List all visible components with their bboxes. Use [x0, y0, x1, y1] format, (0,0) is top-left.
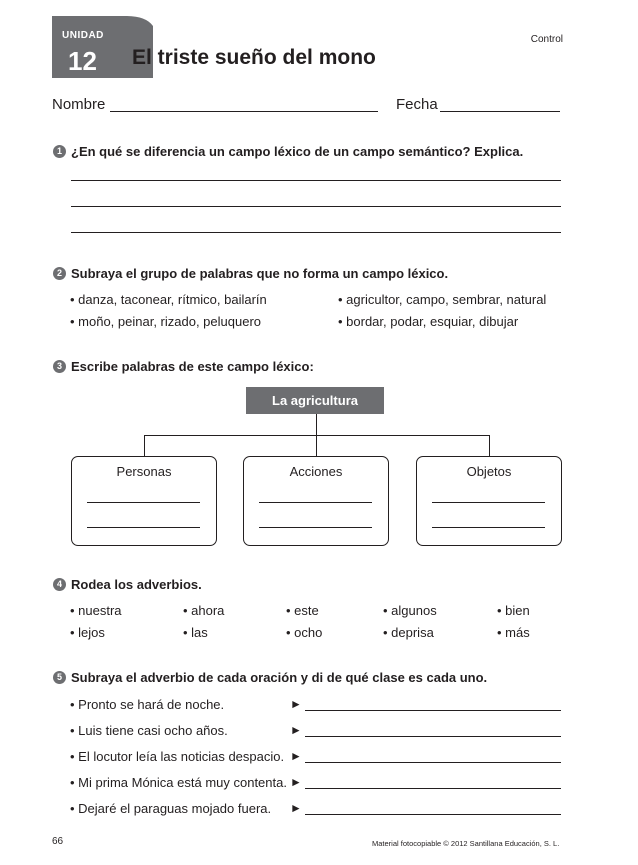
- sentence[interactable]: • Pronto se hará de noche.: [70, 697, 225, 712]
- question-2-text: Subraya el grupo de palabras que no forma un campo léxico.: [71, 266, 449, 281]
- word-group[interactable]: • moño, peinar, rizado, peluquero: [70, 314, 262, 329]
- answer-line[interactable]: [71, 180, 561, 181]
- connector-line: [316, 435, 317, 457]
- connector-line: [316, 414, 317, 436]
- arrow-icon: ►: [290, 749, 302, 763]
- category-title: Acciones: [289, 464, 343, 479]
- word-option[interactable]: • ocho: [286, 625, 323, 640]
- question-5-number: 5: [53, 671, 66, 684]
- question-1-number: 1: [53, 145, 66, 158]
- question-3-number: 3: [53, 360, 66, 373]
- answer-line[interactable]: [432, 527, 545, 528]
- sentence[interactable]: • Luis tiene casi ocho años.: [70, 723, 228, 738]
- word-group[interactable]: • agricultor, campo, sembrar, natural: [338, 292, 547, 307]
- date-field[interactable]: [440, 111, 560, 112]
- name-field[interactable]: [110, 111, 378, 112]
- unit-label: UNIDAD: [62, 30, 104, 41]
- connector-line: [489, 435, 490, 457]
- word-option[interactable]: • más: [497, 625, 530, 640]
- word-option[interactable]: • nuestra: [70, 603, 122, 618]
- page-number: 66: [52, 836, 64, 847]
- category-box-acciones: [243, 456, 389, 546]
- question-4-number: 4: [53, 578, 66, 591]
- word-option[interactable]: • bien: [497, 603, 530, 618]
- answer-line[interactable]: [305, 710, 561, 711]
- question-3-text: Escribe palabras de este campo léxico:: [71, 359, 314, 374]
- word-option[interactable]: • este: [286, 603, 319, 618]
- word-option[interactable]: • ahora: [183, 603, 225, 618]
- word-option[interactable]: • deprisa: [383, 625, 434, 640]
- answer-line[interactable]: [305, 762, 561, 763]
- answer-line[interactable]: [71, 206, 561, 207]
- unit-number: 12: [68, 46, 97, 76]
- answer-line[interactable]: [259, 527, 372, 528]
- arrow-icon: ►: [290, 801, 302, 815]
- page-title: El triste sueño del mono: [132, 46, 376, 69]
- connector-line: [144, 435, 145, 457]
- answer-line[interactable]: [305, 788, 561, 789]
- answer-line[interactable]: [305, 814, 561, 815]
- category-box-objetos: [416, 456, 562, 546]
- sentence[interactable]: • El locutor leía las noticias despacio.: [70, 749, 285, 764]
- answer-line[interactable]: [87, 527, 200, 528]
- copyright-notice: Material fotocopiable © 2012 Santillana Educación, S. L.: [372, 839, 560, 848]
- answer-line[interactable]: [87, 502, 200, 503]
- category-title: Personas: [116, 464, 172, 479]
- word-option[interactable]: • las: [183, 625, 208, 640]
- question-2-number: 2: [53, 267, 66, 280]
- answer-line[interactable]: [305, 736, 561, 737]
- word-option[interactable]: • algunos: [383, 603, 437, 618]
- word-group[interactable]: • bordar, podar, esquiar, dibujar: [338, 314, 519, 329]
- sentence[interactable]: • Dejaré el paraguas mojado fuera.: [70, 801, 272, 816]
- word-group[interactable]: • danza, taconear, rítmico, bailarín: [70, 292, 267, 307]
- category-box-personas: [71, 456, 217, 546]
- sentence[interactable]: • Mi prima Mónica está muy contenta.: [70, 775, 287, 790]
- arrow-icon: ►: [290, 723, 302, 737]
- question-1-text: ¿En qué se diferencia un campo léxico de un campo semántico? Explica.: [71, 144, 524, 159]
- category-title: Objetos: [466, 464, 512, 479]
- arrow-icon: ►: [290, 775, 302, 789]
- arrow-icon: ►: [290, 697, 302, 711]
- section-label: Control: [530, 34, 563, 45]
- word-option[interactable]: • lejos: [70, 625, 105, 640]
- question-5-text: Subraya el adverbio de cada oración y di de qué clase es cada uno.: [71, 670, 488, 685]
- answer-line[interactable]: [71, 232, 561, 233]
- answer-line[interactable]: [259, 502, 372, 503]
- answer-line[interactable]: [432, 502, 545, 503]
- central-concept-box: La agricultura: [246, 387, 384, 414]
- question-4-text: Rodea los adverbios.: [71, 577, 202, 592]
- name-label: Nombre: [52, 96, 106, 113]
- date-label: Fecha: [396, 96, 438, 113]
